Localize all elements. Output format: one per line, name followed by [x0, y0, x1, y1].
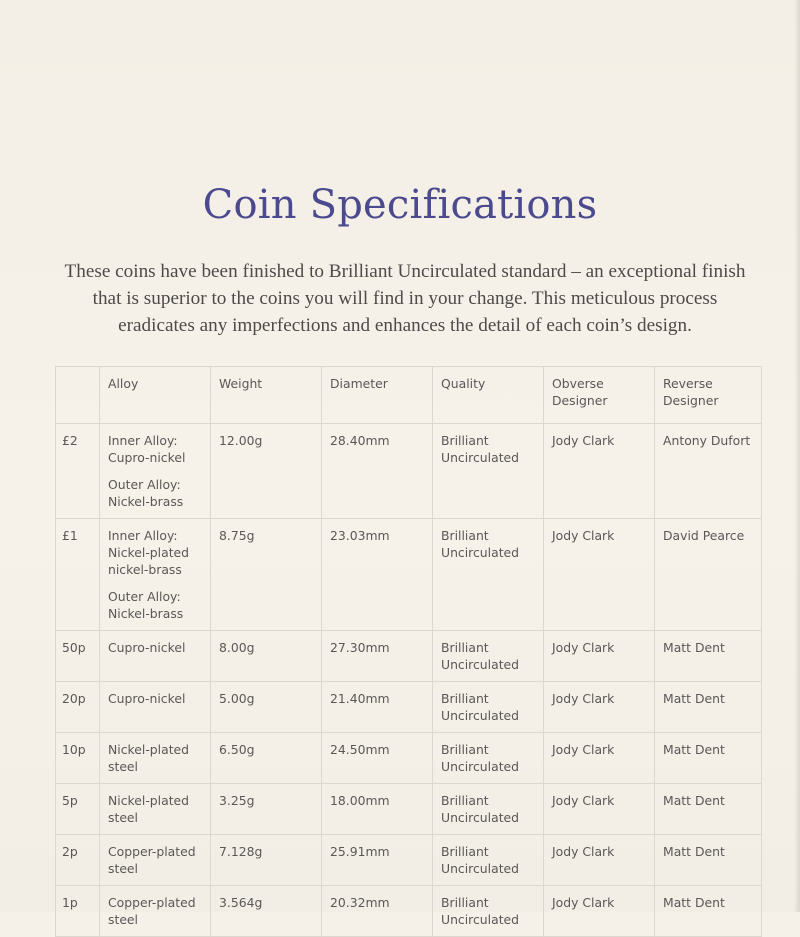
obverse-designer-cell: Jody Clark [544, 784, 655, 835]
table-row [56, 784, 762, 835]
quality-cell: Brilliant Uncirculated [433, 835, 544, 886]
alloy-cell: Nickel-plated steel [100, 733, 211, 784]
quality-cell: Brilliant Uncirculated [433, 424, 544, 519]
alloy-cell: Copper-plated steel [100, 835, 211, 886]
alloy-cell: Nickel-plated steel [100, 784, 211, 835]
weight-cell: 12.00g [211, 424, 322, 519]
diameter-cell: 23.03mm [322, 519, 433, 631]
alloy-cell [100, 424, 211, 519]
page-edge-shadow [794, 0, 800, 912]
quality-cell: Brilliant Uncirculated [433, 784, 544, 835]
reverse-designer-cell: Matt Dent [655, 784, 762, 835]
table-row [56, 424, 762, 519]
obverse-designer-cell: Jody Clark [544, 519, 655, 631]
reverse-designer-cell: David Pearce [655, 519, 762, 631]
weight-cell: 8.75g [211, 519, 322, 631]
weight-cell: 3.564g [211, 886, 322, 937]
diameter-cell: 21.40mm [322, 682, 433, 733]
denomination-cell: 1p [56, 886, 100, 937]
weight-cell: 7.128g [211, 835, 322, 886]
quality-cell: Brilliant Uncirculated [433, 682, 544, 733]
diameter-cell: 24.50mm [322, 733, 433, 784]
weight-cell: 5.00g [211, 682, 322, 733]
quality-cell: Brilliant Uncirculated [433, 886, 544, 937]
weight-cell: 8.00g [211, 631, 322, 682]
header-quality: Quality [433, 367, 544, 424]
obverse-designer-cell: Jody Clark [544, 424, 655, 519]
reverse-designer-cell: Matt Dent [655, 835, 762, 886]
denomination-cell: £1 [56, 519, 100, 631]
table-header-row [56, 367, 762, 424]
table-row [56, 682, 762, 733]
table-row [56, 886, 762, 937]
alloy-cell: Cupro-nickel [100, 682, 211, 733]
weight-cell: 6.50g [211, 733, 322, 784]
header-obverse-designer: Obverse Designer [544, 367, 655, 424]
page-title: Coin Specifications [202, 182, 598, 228]
diameter-cell: 20.32mm [322, 886, 433, 937]
diameter-cell: 28.40mm [322, 424, 433, 519]
table-row [56, 733, 762, 784]
denomination-cell: £2 [56, 424, 100, 519]
obverse-designer-cell: Jody Clark [544, 886, 655, 937]
reverse-designer-cell: Antony Dufort [655, 424, 762, 519]
alloy-cell [100, 519, 211, 631]
header-denomination [56, 367, 100, 424]
inner-alloy-text: Inner Alloy: Cupro-nickel [108, 433, 186, 465]
diameter-cell: 25.91mm [322, 835, 433, 886]
denomination-cell: 50p [56, 631, 100, 682]
table-row [56, 631, 762, 682]
inner-alloy-text: Inner Alloy: Nickel-plated nickel-brass [108, 528, 190, 577]
header-weight: Weight [211, 367, 322, 424]
obverse-designer-cell: Jody Clark [544, 733, 655, 784]
obverse-designer-cell: Jody Clark [544, 835, 655, 886]
header-reverse-designer: Reverse Designer [655, 367, 762, 424]
reverse-designer-cell: Matt Dent [655, 682, 762, 733]
denomination-cell: 5p [56, 784, 100, 835]
reverse-designer-cell: Matt Dent [655, 886, 762, 937]
header-diameter: Diameter [322, 367, 433, 424]
reverse-designer-cell: Matt Dent [655, 733, 762, 784]
diameter-cell: 18.00mm [322, 784, 433, 835]
diameter-cell: 27.30mm [322, 631, 433, 682]
intro-paragraph: These coins have been finished to Brilliant Uncirculated standard – an exceptional finish that is superior to the coins you will find in your change. This meticulous process eradicates any imperfections and enhances the detail of each coin’s design. [64, 261, 746, 336]
table-row [56, 519, 762, 631]
alloy-cell: Copper-plated steel [100, 886, 211, 937]
quality-cell: Brilliant Uncirculated [433, 733, 544, 784]
outer-alloy-text: Outer Alloy: Nickel-brass [108, 589, 184, 621]
header-alloy: Alloy [100, 367, 211, 424]
quality-cell: Brilliant Uncirculated [433, 519, 544, 631]
obverse-designer-cell: Jody Clark [544, 682, 655, 733]
alloy-cell: Cupro-nickel [100, 631, 211, 682]
weight-cell: 3.25g [211, 784, 322, 835]
denomination-cell: 2p [56, 835, 100, 886]
reverse-designer-cell: Matt Dent [655, 631, 762, 682]
denomination-cell: 20p [56, 682, 100, 733]
obverse-designer-cell: Jody Clark [544, 631, 655, 682]
coin-specifications-table [55, 366, 762, 937]
denomination-cell: 10p [56, 733, 100, 784]
table-row [56, 835, 762, 886]
quality-cell: Brilliant Uncirculated [433, 631, 544, 682]
outer-alloy-text: Outer Alloy: Nickel-brass [108, 477, 184, 509]
